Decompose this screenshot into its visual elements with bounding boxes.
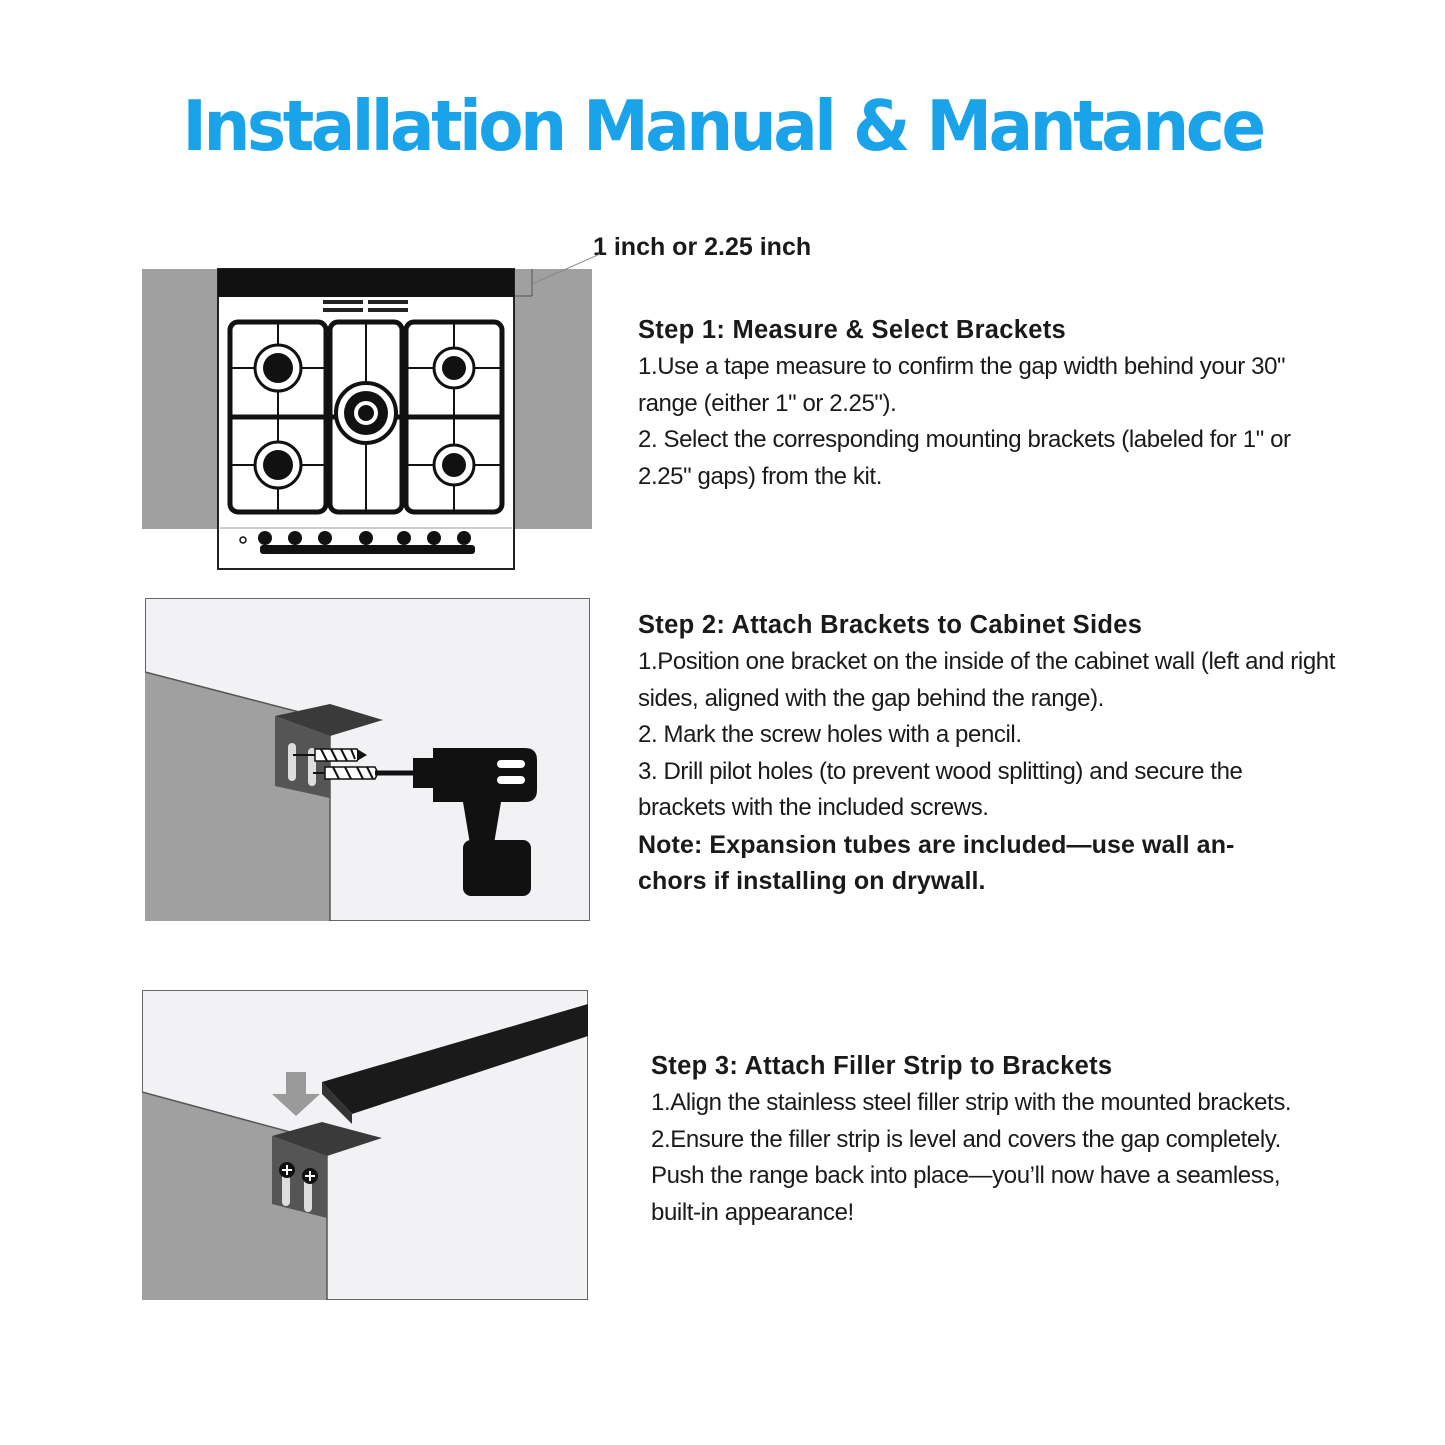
- step-1: [638, 316, 1318, 495]
- step-2-heading: Step 2: Attach Brackets to Cabinet Sides: [638, 611, 1143, 639]
- step-2-note: chors if installing on drywall.: [638, 867, 986, 895]
- step-1-line: 2. Select the corresponding mounting brackets (labeled for 1" or: [638, 426, 1291, 453]
- step-2-line: 1.Position one bracket on the inside of the cabinet wall (left and right: [638, 648, 1335, 675]
- step-2-line: 3. Drill pilot holes (to prevent wood splitting) and secure the: [638, 757, 1243, 785]
- gap-width-label: 1 inch or 2.25 inch: [593, 233, 812, 261]
- step-3-heading: Step 3: Attach Filler Strip to Brackets: [651, 1052, 1113, 1080]
- step-2: [638, 611, 1338, 900]
- step-2-line: sides, aligned with the gap behind the range).: [638, 684, 1104, 712]
- step-1-line: range (either 1" or 2.25").: [638, 389, 897, 417]
- drill-bracket-illustration: [145, 598, 591, 922]
- range-top-view-illustration: [140, 240, 600, 570]
- step-2-line: 2. Mark the screw holes with a pencil.: [638, 721, 1022, 748]
- step-3-line: 2.Ensure the filler strip is level and covers the gap completely.: [651, 1125, 1281, 1153]
- step-1-heading: Step 1: Measure & Select Brackets: [638, 316, 1067, 344]
- page-title: Installation Manual & Mantance: [182, 86, 1263, 167]
- step-3-line: 1.Align the stainless steel filler strip with the mounted brackets.: [651, 1089, 1292, 1116]
- step-2-line: brackets with the included screws.: [638, 794, 989, 821]
- step-2-note: Note: Expansion tubes are included—use wall an-: [638, 830, 1235, 859]
- step-3-line: Push the range back into place—you’ll now have a seamless,: [651, 1162, 1281, 1189]
- step-1-line: 2.25" gaps) from the kit.: [638, 462, 882, 490]
- step-3: [651, 1052, 1331, 1231]
- step-1-line: 1.Use a tape measure to confirm the gap width behind your 30": [638, 353, 1286, 380]
- filler-strip-illustration: [142, 990, 589, 1302]
- step-3-line: built-in appearance!: [651, 1198, 854, 1226]
